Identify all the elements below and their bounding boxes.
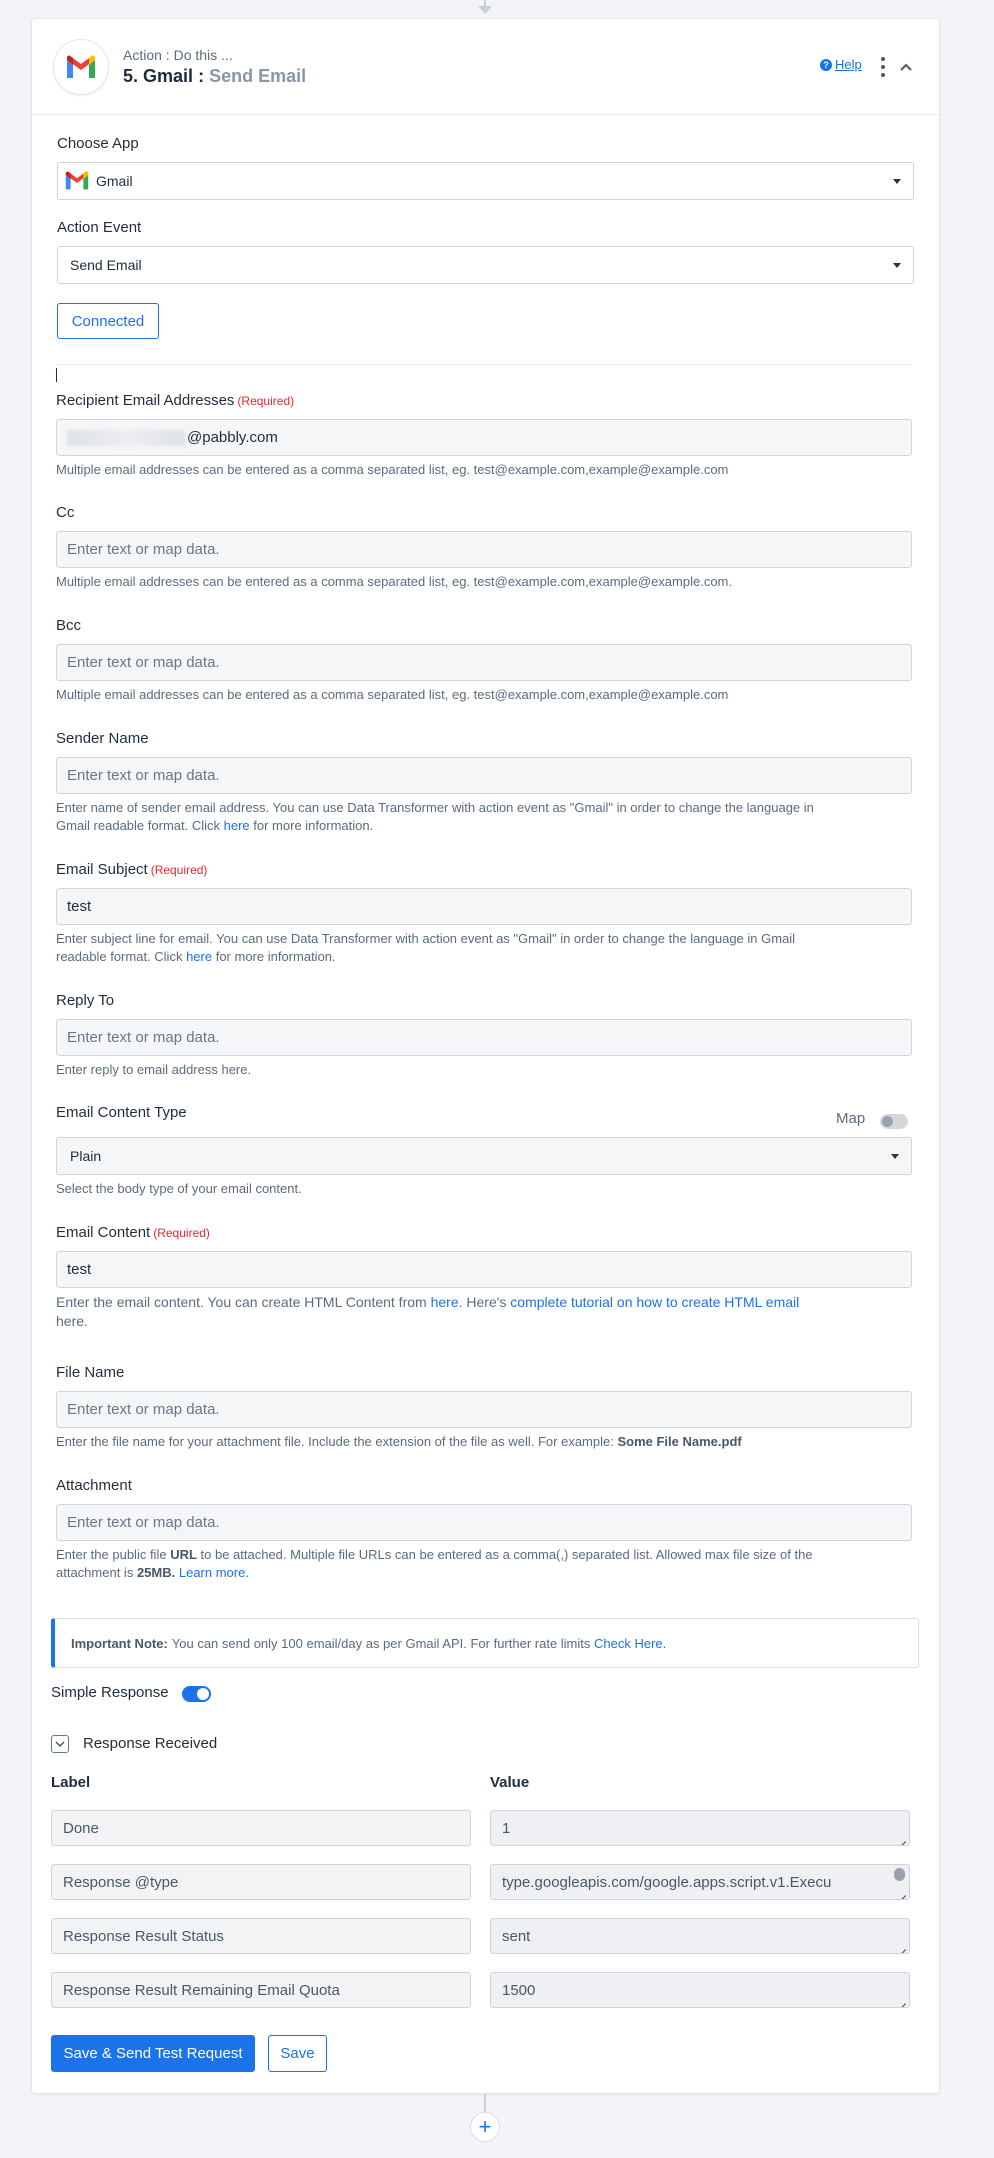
map-label: Map [836, 1110, 866, 1127]
action-event-select[interactable] [57, 246, 914, 284]
content-type-label: Email Content Type [56, 1104, 187, 1121]
cc-hint: Multiple email addresses can be entered as a comma separated list, eg. test@example.com,example@example.com. [56, 574, 732, 589]
chevron-up-icon[interactable] [898, 59, 914, 75]
response-received-toggle[interactable] [51, 1735, 69, 1753]
resize-grip-icon[interactable] [896, 1940, 906, 1950]
text-cursor [56, 368, 57, 382]
caret-down-icon [891, 1154, 899, 1159]
sender-name-input[interactable] [56, 757, 912, 794]
arrow-down-icon [478, 6, 492, 14]
resize-grip-icon[interactable] [896, 1832, 906, 1842]
choose-app-label: Choose App [57, 135, 139, 152]
attachment-input[interactable] [56, 1504, 912, 1541]
response-row-value[interactable]: sent [490, 1918, 910, 1954]
cc-label: Cc [56, 504, 75, 521]
cc-placeholder: Enter text or map data. [67, 541, 220, 558]
email-content-label: Email Content (Required) [56, 1224, 210, 1241]
bcc-label: Bcc [56, 617, 82, 634]
sender-name-label: Sender Name [56, 730, 149, 747]
resize-grip-icon[interactable] [896, 1886, 906, 1896]
response-row-label: Response Result Status [51, 1918, 471, 1954]
step-subtitle: Action : Do this ... [123, 47, 233, 63]
attachment-label: Attachment [56, 1477, 132, 1494]
cc-input[interactable] [56, 531, 912, 568]
reply-to-label: Reply To [56, 992, 115, 1009]
note-text: You can send only 100 email/day as per Gmail API. For further rate limits [171, 1635, 591, 1651]
step-separator: : [198, 66, 205, 86]
response-row-value[interactable]: 1500 [490, 1972, 910, 2008]
bcc-hint: Multiple email addresses can be entered as a comma separated list, eg. test@example.com,example@example.com [56, 687, 729, 702]
file-name-label: File Name [56, 1364, 125, 1381]
reply-to-hint: Enter reply to email address here. [56, 1062, 252, 1077]
help-link[interactable] [820, 57, 862, 72]
email-content-hint: Enter the email content. You can create HTML Content from here. Here's complete tutorial on how to create HTML email here. [56, 1294, 800, 1329]
step-app-name: Gmail [143, 66, 194, 86]
response-row-label: Response @type [51, 1864, 471, 1900]
gmail-logo-icon [53, 39, 109, 95]
add-step-button[interactable]: + [470, 2112, 500, 2142]
choose-app-select[interactable] [57, 162, 914, 200]
check-here-link[interactable]: Check Here. [594, 1635, 667, 1651]
note-title: Important Note: [71, 1635, 168, 1651]
email-subject-label: Email Subject (Required) [56, 861, 208, 878]
step-number: 5. [123, 66, 139, 86]
content-type-value: Plain [70, 1148, 102, 1164]
html-content-here-link[interactable]: here [430, 1294, 459, 1310]
recipient-value: @pabbly.com [187, 429, 278, 446]
recipient-input[interactable] [56, 419, 912, 456]
file-name-hint: Enter the file name for your attachment file. Include the extension of the file as well. For example: Some File Name.pdf [56, 1434, 742, 1449]
required-badge: (Required) [237, 394, 295, 408]
step-title [123, 66, 306, 87]
bcc-placeholder: Enter text or map data. [67, 654, 220, 671]
action-step-card [31, 18, 940, 2094]
required-badge: (Required) [153, 1226, 210, 1240]
learn-more-link[interactable]: Learn more. [178, 1565, 249, 1580]
redacted-text [67, 430, 185, 446]
required-badge: (Required) [150, 863, 208, 877]
gmail-icon [64, 171, 90, 191]
sender-name-placeholder: Enter text or map data. [67, 767, 220, 784]
caret-down-icon [893, 263, 901, 268]
sender-name-hint: Enter name of sender email address. You can use Data Transformer with action event as "Gmail" in order to change the language in Gmail readable format. Click here for more information. [56, 800, 814, 833]
response-row-label: Done [51, 1810, 471, 1846]
save-send-test-button[interactable]: Save & Send Test Request [51, 2035, 255, 2072]
simple-response-label: Simple Response [51, 1684, 169, 1701]
attachment-hint: Enter the public file URL to be attached. Multiple file URLs can be entered as a comma(,) separated list. Allowed max file size of the attachment is 25MB. Learn more. [56, 1547, 813, 1580]
bcc-input[interactable] [56, 644, 912, 681]
recipient-hint: Multiple email addresses can be entered as a comma separated list, eg. test@example.com,example@example.com [56, 462, 729, 477]
response-received-label: Response Received [83, 1735, 218, 1752]
section-divider [56, 364, 912, 365]
html-tutorial-link[interactable]: complete tutorial on how to create HTML email [510, 1294, 800, 1310]
scrollbar-thumb[interactable] [894, 1868, 905, 1881]
email-content-input[interactable]: test [56, 1251, 912, 1288]
col-value-header: Value [490, 1774, 530, 1791]
choose-app-value: Gmail [96, 173, 133, 189]
step-event-name: Send Email [209, 66, 307, 86]
email-subject-here-link[interactable]: here [186, 949, 213, 964]
sender-name-here-link[interactable]: here [223, 818, 250, 833]
caret-down-icon [893, 179, 901, 184]
attachment-placeholder: Enter text or map data. [67, 1514, 220, 1531]
simple-response-toggle[interactable] [182, 1686, 211, 1702]
response-row-label: Response Result Remaining Email Quota [51, 1972, 471, 2008]
action-event-value: Send Email [70, 257, 142, 273]
question-icon: ? [820, 59, 832, 71]
connected-button[interactable]: Connected [57, 303, 159, 339]
content-type-select[interactable] [56, 1137, 912, 1175]
email-subject-input[interactable]: test [56, 888, 912, 925]
email-subject-hint: Enter subject line for email. You can use Data Transformer with action event as "Gmail" in order to change the language in Gmail readable format. Click here for more information. [56, 931, 796, 964]
chevron-down-icon [55, 1740, 65, 1748]
reply-to-placeholder: Enter text or map data. [67, 1029, 220, 1046]
map-toggle[interactable] [880, 1114, 908, 1129]
save-button[interactable]: Save [268, 2035, 327, 2072]
step-header[interactable] [32, 19, 939, 115]
recipient-label: Recipient Email Addresses (Required) [56, 392, 295, 409]
important-note [51, 1618, 919, 1668]
response-row-value[interactable]: type.googleapis.com/google.apps.script.v1.Execu [490, 1864, 910, 1900]
content-type-hint: Select the body type of your email content. [56, 1181, 302, 1196]
resize-grip-icon[interactable] [896, 1994, 906, 2004]
reply-to-input[interactable] [56, 1019, 912, 1056]
action-event-label: Action Event [57, 219, 142, 236]
help-label: Help [835, 57, 862, 72]
file-name-input[interactable] [56, 1391, 912, 1428]
response-row-value[interactable]: 1 [490, 1810, 910, 1846]
col-label-header: Label [51, 1774, 91, 1791]
more-options-icon[interactable] [881, 57, 887, 77]
file-name-placeholder: Enter text or map data. [67, 1401, 220, 1418]
